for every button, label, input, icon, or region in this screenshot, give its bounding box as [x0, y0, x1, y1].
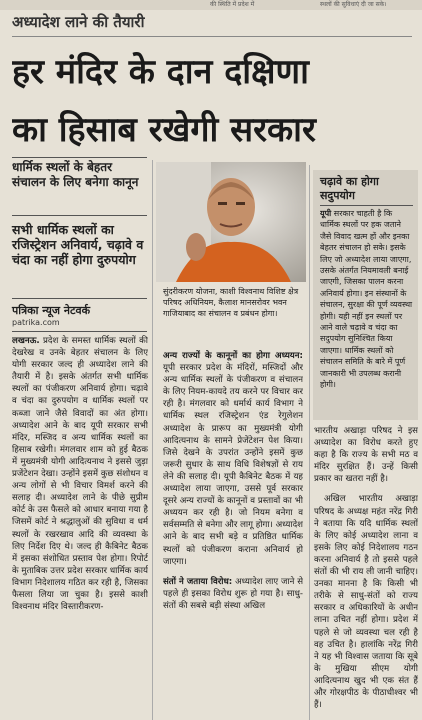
- headline-line-2: का हिसाब रखेगी सरकार: [12, 110, 316, 150]
- article-column-2: [163, 350, 303, 720]
- photo-caption: सुंदरीकरण योजना, काशी विश्वनाथ विशिष्ट क्षेत्र परिषद अधिनियम, कैलाश मानसरोवर भवन गाजियाबाद का संचालन व प्रबंधन होगा।: [163, 287, 299, 318]
- subhead-second: सभी धार्मिक स्थलों का रजिस्ट्रेशन अनिवार्य, चढ़ावे व चंदा का नहीं होगा दुरुपयोग: [12, 222, 144, 267]
- section-heading: संतों ने जताया विरोध:: [163, 576, 233, 587]
- sidebar-box-lead: यूपी: [320, 209, 332, 218]
- top-strip-right-text: स्थलों की सुविधाएं दी जा सके।: [320, 1, 387, 8]
- paragraph-text: यूपी सरकार प्रदेश के मंदिरों, मस्जिदों और अन्य धार्मिक स्थलों के पंजीकरण व संचालन के लिए नियम-कायदे तय करने पर विचार कर रही है। मंगलवार को धर्मार्थ कार्य विभाग ने धार्मिक स्थल रजिस्ट्रेशन एंड रेगुलेशन अध्यादेश के प्रारूप का मुख्यमंत्री योगी आदित्यनाथ के सामने प्रेजेंटेशन पेश किया। जिसे देखने के उपरांत उन्होंने इसमें कुछ जरूरी सुधार के साथ विधि विशेषज्ञों से राय लेने की सलाह दी। यूपी कैबिनेट बैठक में यह अध्यादेश लाया जाएगा, उससे पूर्व सरकार दूसरे अन्य राज्यों के कानूनों व प्रस्तावों का भी अध्ययन कर रही है। जो नियम बनेगा व सर्वसम्मति से बनेगा और लागू होगा। अध्यादेश आने के बाद सभी बड़े व प्रतिष्ठित धार्मिक स्थलों को पंजीकरण कराना अनिवार्य हो जाएगा।: [163, 363, 303, 567]
- headline-line-1: हर मंदिर के दान दक्षिणा: [12, 52, 309, 92]
- cm-photo: [156, 162, 306, 282]
- kicker: अध्यादेश लाने की तैयारी: [12, 13, 145, 31]
- column-divider: [152, 160, 153, 720]
- subhead-rule-top: [12, 157, 147, 158]
- sidebar-box-rule: [320, 205, 413, 206]
- article-column-1: [12, 335, 148, 720]
- byline-rule: [12, 331, 147, 332]
- cm-portrait-image: [156, 162, 306, 282]
- column-divider: [309, 165, 310, 720]
- article-paragraph: [163, 350, 303, 568]
- top-strip-left-text: की स्थिति में प्रदेश में: [210, 1, 255, 8]
- subhead-first: धार्मिक स्थलों के बेहतर संचालन के लिए बनेगा कानून: [12, 160, 139, 189]
- sidebar-box-title: चढ़ावे का होगा सदुपयोग: [320, 175, 379, 202]
- section-heading: अन्य राज्यों के कानूनों का होगा अध्ययन:: [163, 351, 303, 361]
- article-column-3: [314, 425, 418, 720]
- byline: पत्रिका न्यूज नेटवर्क: [12, 304, 91, 317]
- sidebar-box-body: [320, 208, 413, 391]
- article-paragraph: अखिल भारतीय अखाड़ा परिषद के अध्यक्ष महंत नरेंद्र गिरी ने बताया कि यदि धार्मिक स्थलों के लिए कोई अध्यादेश लाना व इसके लिए कोई निदेशालय गठन करना अनिवार्य है तो इससे पहले संतों की भी राय ली जानी चाहिए। उनका मानना है कि किसी भी तरीके से साधु-संतों को राज्य सरकार व अधिकारियों के अधीन लाना उचित नहीं होगा। प्रदेश में पहले से जो व्यवस्था चल रही है वह उचित है। हालांकि नरेंद्र गिरी ने यह भी विश्वास जताया कि सूबे के मुखिया सीएम योगी आदित्यनाथ खुद भी एक संत हैं और गोरक्षपीठ के पीठाधीश्वर भी हैं।: [314, 494, 418, 711]
- site-url: patrika.com: [12, 318, 60, 327]
- sidebar-box-text: सरकार चाहती है कि धार्मिक स्थलों पर हक जताने जैसे विवाद खत्म हों और इनका बेहतर संचालन हो सके। इसके लिए जो अध्यादेश लाया जाएगा, उसके अंतर्गत नियमावली बनाई जाएगी, जिसका पालन करना अनिवार्य होगा। इन संस्थानों के संचालन, सुरक्षा की पूर्ण व्यवस्था होगी। यही नहीं इन स्थलों पर आने वाले चढ़ावे व चंदा का सदुपयोग सुनिश्चित किया जाएगा। धार्मिक स्थलों को संचालन समिति के बारे में पूर्ण जानकारी भी उपलब्ध करानी होगी।: [320, 209, 413, 390]
- subhead-rule-bottom: [12, 298, 147, 299]
- top-strip: [0, 0, 422, 10]
- article-paragraph: भारतीय अखाड़ा परिषद ने इस अध्यादेश का विरोध करते हुए कहा है कि राज्य के सभी मठ व मंदिर सुरक्षित हैं। उन्हें किसी प्रकार का खतरा नहीं है।: [314, 426, 418, 485]
- kicker-rule: [12, 36, 412, 37]
- subhead-rule-mid: [12, 215, 147, 216]
- article-paragraph: [12, 335, 148, 613]
- paragraph-text: प्रदेश के समस्त धार्मिक स्थलों की देखरेख व उनके बेहतर संचालन के लिए योगी सरकार जल्द ही अध्यादेश लाने की तैयारी में है। इसके अंतर्गत सभी धार्मिक स्थलों का पंजीकरण अनिवार्य होगा। चढ़ावे व चंदा का दुरुपयोग व धार्मिक स्थलों पर कब्जा जाने जैसे विवादों का अंत होगा। अध्यादेश आने के बाद यूपी सरकार सभी मंदिर, मस्जिद व अन्य धार्मिक स्थलों का हिसाब रखेगी। मंगलवार शाम को हुई बैठक में मुख्यमंत्री योगी आदित्यनाथ ने इससे जुड़ा प्रजेंटेशन देखा। उन्होंने इसमें कुछ संशोधन व अन्य लोगों से भी विचार विमर्श करने की सलाह दी। अध्यादेश लाने के पीछे सुप्रीम कोर्ट के उस फैसले को आधार बनाया गया है जिसमें कोर्ट ने श्रद्धालुओं की सुविधा व धर्म स्थलों के रखरखाव आदि की व्यवस्था के लिए निर्देश दिए थे। जल्द ही कैबिनेट बैठक में इसका संशोधित प्रस्ताव पेश होगा। रिपोर्ट के मुताबिक उत्तर प्रदेश सरकार धार्मिक कार्य विभाग निदेशालय गठित कर रही है, जिसका फैसला लिया जा चुका है। इससे काशी विश्वनाथ मंदिर विस्तारीकरण-: [12, 336, 148, 613]
- article-paragraph: [163, 576, 303, 612]
- dateline: लखनऊ.: [12, 336, 40, 346]
- paragraph-text: अध्यादेश लाए जाने से पहले ही इसका विरोध शुरू हो गया है। साधु-संतों की सबसे बड़ी संस्था अखिल: [163, 576, 303, 611]
